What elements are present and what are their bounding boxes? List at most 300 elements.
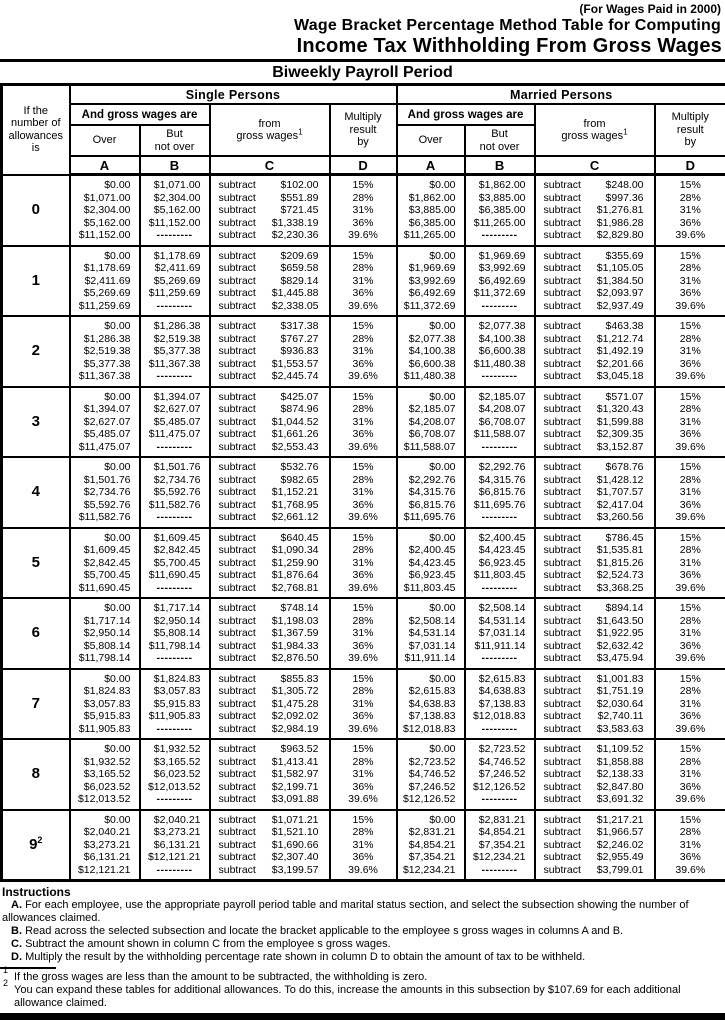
subtract-word: subtract: [219, 345, 256, 358]
not-over-value: $3,273.21: [141, 826, 209, 839]
document-title-line2: Income Tax Withholding From Gross Wages: [0, 35, 725, 59]
subtract-line: [211, 262, 329, 275]
subtract-line: [211, 652, 329, 665]
married-not-over-cell: [465, 598, 535, 669]
subtract-line: [211, 441, 329, 454]
allowances-header-line: If the: [3, 105, 69, 118]
not-over-value: $11,911.14: [466, 640, 534, 653]
single-not-over-cell: [140, 175, 210, 246]
single-not-over-cell: [140, 387, 210, 458]
over-value: $4,746.52: [398, 768, 464, 781]
subtract-word: subtract: [544, 320, 581, 333]
over-value: $3,165.52: [71, 768, 139, 781]
subtract-word: subtract: [544, 743, 581, 756]
not-over-value: $2,292.76: [466, 461, 534, 474]
subtract-word: subtract: [219, 814, 256, 827]
subtract-line: [536, 793, 654, 806]
subtract-word: subtract: [544, 685, 581, 698]
subtract-line: [211, 781, 329, 794]
rate-value: 31%: [331, 345, 396, 358]
over-value: $1,824.83: [71, 685, 139, 698]
subtract-word: subtract: [219, 416, 256, 429]
subtract-line: [536, 698, 654, 711]
not-over-value: $11,475.07: [141, 428, 209, 441]
rate-value: 39.6%: [656, 300, 725, 313]
subtract-amount: $2,230.36: [272, 229, 319, 242]
married-over-cell: [397, 246, 465, 317]
subtract-line: [211, 428, 329, 441]
rate-value: 31%: [656, 204, 725, 217]
subtract-word: subtract: [219, 370, 256, 383]
rate-value: 28%: [656, 544, 725, 557]
rate-value: 15%: [656, 250, 725, 263]
subtract-line: [536, 640, 654, 653]
subtract-line: [211, 333, 329, 346]
single-gross-wages-header: And gross wages are: [70, 104, 210, 125]
over-value: $6,815.76: [398, 499, 464, 512]
not-over-line: not over: [466, 141, 534, 154]
rate-value: 39.6%: [656, 793, 725, 806]
rate-value: 36%: [331, 640, 396, 653]
subtract-amount: $1,966.57: [597, 826, 644, 839]
subtract-word: subtract: [219, 743, 256, 756]
single-subtract-cell: [210, 387, 330, 458]
payroll-period-title: Biweekly Payroll Period: [0, 62, 725, 83]
over-value: $5,700.45: [71, 569, 139, 582]
allowances-header: [2, 85, 70, 175]
married-rate-cell: [655, 175, 725, 246]
not-over-value: $11,803.45: [466, 569, 534, 582]
not-over-value: $6,023.52: [141, 768, 209, 781]
subtract-amount: $659.58: [281, 262, 319, 275]
over-value: $12,013.52: [71, 793, 139, 806]
subtract-line: [536, 582, 654, 595]
multiply-label-line: result: [331, 124, 396, 137]
not-over-value: $4,854.21: [466, 826, 534, 839]
subtract-word: subtract: [219, 615, 256, 628]
subtract-line: [211, 300, 329, 313]
not-over-value: $1,862.00: [466, 179, 534, 192]
rate-value: 28%: [331, 615, 396, 628]
not-over-value: $6,131.21: [141, 839, 209, 852]
over-value: $2,723.52: [398, 756, 464, 769]
married-over-cell: [397, 528, 465, 599]
not-over-value: ---------: [141, 864, 209, 877]
subtract-amount: $3,583.63: [597, 723, 644, 736]
allowance-number: 8: [2, 739, 70, 810]
subtract-line: [536, 300, 654, 313]
subtract-amount: $721.45: [281, 204, 319, 217]
subtract-line: [536, 839, 654, 852]
over-value: $1,717.14: [71, 615, 139, 628]
married-col-letter-a: A: [397, 156, 465, 175]
not-over-value: $11,259.69: [141, 287, 209, 300]
subtract-amount: $786.45: [606, 532, 644, 545]
not-over-value: $5,700.45: [141, 557, 209, 570]
subtract-line: [211, 532, 329, 545]
subtract-amount: $1,305.72: [272, 685, 319, 698]
single-rate-cell: [330, 528, 397, 599]
not-over-value: $5,592.76: [141, 486, 209, 499]
over-value: $12,018.83: [398, 723, 464, 736]
subtract-amount: $997.36: [606, 192, 644, 205]
subtract-line: [211, 864, 329, 877]
not-over-value: $7,246.52: [466, 768, 534, 781]
over-value: $0.00: [71, 673, 139, 686]
rate-value: 31%: [656, 768, 725, 781]
subtract-word: subtract: [544, 756, 581, 769]
rate-value: 39.6%: [656, 229, 725, 242]
married-over-cell: [397, 457, 465, 528]
allowance-number: 2: [2, 316, 70, 387]
married-rate-cell: [655, 528, 725, 599]
subtract-line: [536, 192, 654, 205]
over-value: $2,400.45: [398, 544, 464, 557]
footnote-ref-1: 1: [298, 127, 302, 136]
over-value: $2,411.69: [71, 275, 139, 288]
single-over-cell: [70, 528, 140, 599]
multiply-label-line: Multiply: [656, 111, 725, 124]
subtract-word: subtract: [544, 698, 581, 711]
over-value: $5,162.00: [71, 217, 139, 230]
subtract-line: [536, 250, 654, 263]
rate-value: 28%: [656, 474, 725, 487]
subtract-line: [211, 743, 329, 756]
page-bottom-bar: [0, 1013, 725, 1020]
rate-value: 36%: [656, 499, 725, 512]
subtract-line: [536, 358, 654, 371]
subtract-line: [536, 685, 654, 698]
over-value: $5,269.69: [71, 287, 139, 300]
subtract-amount: $894.14: [606, 602, 644, 615]
subtract-line: [536, 391, 654, 404]
married-subtract-cell: [535, 739, 655, 810]
not-over-value: $1,501.76: [141, 461, 209, 474]
single-persons-header: Single Persons: [70, 85, 397, 105]
not-over-value: ---------: [466, 793, 534, 806]
subtract-line: [211, 461, 329, 474]
subtract-word: subtract: [219, 511, 256, 524]
rate-value: 15%: [331, 461, 396, 474]
subtract-word: subtract: [219, 358, 256, 371]
rate-value: 15%: [331, 391, 396, 404]
subtract-amount: $767.27: [281, 333, 319, 346]
not-over-value: $5,269.69: [141, 275, 209, 288]
single-not-over-cell: [140, 457, 210, 528]
subtract-amount: $2,030.64: [597, 698, 644, 711]
subtract-amount: $2,138.33: [597, 768, 644, 781]
subtract-word: subtract: [219, 557, 256, 570]
subtract-word: subtract: [219, 698, 256, 711]
over-value: $0.00: [398, 673, 464, 686]
subtract-amount: $1,445.88: [272, 287, 319, 300]
rate-value: 31%: [331, 275, 396, 288]
not-over-value: ---------: [141, 582, 209, 595]
subtract-word: subtract: [544, 557, 581, 570]
subtract-word: subtract: [544, 839, 581, 852]
married-rate-cell: [655, 739, 725, 810]
subtract-word: subtract: [544, 673, 581, 686]
subtract-line: [536, 781, 654, 794]
married-over-cell: [397, 598, 465, 669]
subtract-line: [536, 461, 654, 474]
married-subtract-cell: [535, 457, 655, 528]
single-rate-cell: [330, 739, 397, 810]
not-over-value: ---------: [466, 723, 534, 736]
over-value: $2,842.45: [71, 557, 139, 570]
married-not-over-cell: [465, 175, 535, 246]
rate-value: 28%: [331, 262, 396, 275]
over-value: $6,131.21: [71, 851, 139, 864]
rate-value: 31%: [656, 698, 725, 711]
subtract-word: subtract: [544, 652, 581, 665]
single-col-letter-d: D: [330, 156, 397, 175]
subtract-amount: $963.52: [281, 743, 319, 756]
rate-value: 31%: [331, 768, 396, 781]
subtract-word: subtract: [544, 370, 581, 383]
not-over-value: $2,400.45: [466, 532, 534, 545]
allowances-header-line: is: [3, 142, 69, 155]
not-over-line: But: [466, 128, 534, 141]
subtract-amount: $1,217.21: [597, 814, 644, 827]
subtract-amount: $2,309.35: [597, 428, 644, 441]
rate-value: 36%: [656, 569, 725, 582]
single-not-over-cell: [140, 528, 210, 599]
subtract-line: [211, 229, 329, 242]
subtract-word: subtract: [219, 768, 256, 781]
not-over-value: $3,885.00: [466, 192, 534, 205]
footnote-ref-1: 1: [623, 127, 627, 136]
single-col-letter-b: B: [140, 156, 210, 175]
over-value: $4,423.45: [398, 557, 464, 570]
subtract-line: [211, 192, 329, 205]
subtract-word: subtract: [544, 582, 581, 595]
over-value: $2,185.07: [398, 403, 464, 416]
rate-value: 39.6%: [656, 582, 725, 595]
subtract-word: subtract: [544, 486, 581, 499]
rate-value: 28%: [331, 826, 396, 839]
subtract-line: [536, 229, 654, 242]
rate-value: 15%: [656, 320, 725, 333]
rate-value: 15%: [656, 673, 725, 686]
subtract-amount: $1,152.21: [272, 486, 319, 499]
married-col-letter-c: C: [535, 156, 655, 175]
subtract-amount: $1,428.12: [597, 474, 644, 487]
subtract-line: [211, 793, 329, 806]
subtract-amount: $2,955.49: [597, 851, 644, 864]
rate-value: 28%: [331, 403, 396, 416]
rate-value: 31%: [331, 698, 396, 711]
subtract-line: [211, 756, 329, 769]
allowance-row: [2, 810, 725, 881]
over-value: $7,138.83: [398, 710, 464, 723]
subtract-word: subtract: [544, 358, 581, 371]
not-over-value: $7,031.14: [466, 627, 534, 640]
subtract-line: [211, 474, 329, 487]
subtract-amount: $1,690.66: [272, 839, 319, 852]
subtract-line: [536, 851, 654, 864]
single-subtract-cell: [210, 316, 330, 387]
over-value: $4,315.76: [398, 486, 464, 499]
single-not-over-cell: [140, 669, 210, 740]
subtract-amount: $571.07: [606, 391, 644, 404]
subtract-line: [211, 710, 329, 723]
not-over-value: $2,185.07: [466, 391, 534, 404]
rate-value: 15%: [656, 461, 725, 474]
subtract-word: subtract: [219, 229, 256, 242]
not-over-value: $2,831.21: [466, 814, 534, 827]
subtract-line: [536, 723, 654, 736]
subtract-word: subtract: [544, 428, 581, 441]
subtract-word: subtract: [219, 839, 256, 852]
subtract-word: subtract: [544, 710, 581, 723]
single-over-cell: [70, 316, 140, 387]
not-over-value: $12,126.52: [466, 781, 534, 794]
over-value: $3,992.69: [398, 275, 464, 288]
not-over-value: ---------: [466, 582, 534, 595]
over-value: $7,354.21: [398, 851, 464, 864]
over-value: $0.00: [71, 250, 139, 263]
not-over-value: $2,723.52: [466, 743, 534, 756]
subtract-amount: $1,876.64: [272, 569, 319, 582]
not-over-value: $11,582.76: [141, 499, 209, 512]
rate-value: 28%: [656, 192, 725, 205]
rate-value: 39.6%: [656, 511, 725, 524]
subtract-line: [211, 511, 329, 524]
rate-value: 31%: [656, 839, 725, 852]
rate-value: 39.6%: [331, 370, 396, 383]
rate-value: 28%: [331, 756, 396, 769]
rate-value: 39.6%: [331, 723, 396, 736]
not-over-value: $1,717.14: [141, 602, 209, 615]
rate-value: 15%: [331, 250, 396, 263]
subtract-amount: $355.69: [606, 250, 644, 263]
not-over-value: ---------: [466, 511, 534, 524]
rate-value: 15%: [331, 743, 396, 756]
subtract-line: [536, 217, 654, 230]
subtract-word: subtract: [219, 179, 256, 192]
subtract-word: subtract: [544, 345, 581, 358]
rate-value: 36%: [331, 358, 396, 371]
rate-value: 39.6%: [331, 441, 396, 454]
over-value: $6,600.38: [398, 358, 464, 371]
subtract-line: [211, 698, 329, 711]
footnote-2: 2 You can expand these tables for additional allowances. To do this, increase the amounts in this subsection by $107.69 for each additional allowance claimed.: [2, 984, 723, 1010]
over-value: $2,950.14: [71, 627, 139, 640]
married-from-gross-wages-header: [535, 104, 655, 156]
over-value: $4,854.21: [398, 839, 464, 852]
single-multiply-header: [330, 104, 397, 156]
rate-value: 31%: [656, 416, 725, 429]
over-value: $5,377.38: [71, 358, 139, 371]
single-not-over-cell: [140, 598, 210, 669]
subtract-line: [536, 370, 654, 383]
subtract-word: subtract: [544, 275, 581, 288]
allowance-number: 0: [2, 175, 70, 246]
rate-value: 39.6%: [331, 229, 396, 242]
married-rate-cell: [655, 598, 725, 669]
subtract-word: subtract: [544, 569, 581, 582]
allowances-header-line: allowances: [3, 130, 69, 143]
over-value: $11,905.83: [71, 723, 139, 736]
subtract-amount: $1,320.43: [597, 403, 644, 416]
married-col-letter-b: B: [465, 156, 535, 175]
over-value: $0.00: [71, 391, 139, 404]
single-over-cell: [70, 739, 140, 810]
single-not-over-cell: [140, 246, 210, 317]
from-label-line: gross wages$^1$: [536, 130, 654, 143]
subtract-amount: $463.38: [606, 320, 644, 333]
rate-value: 39.6%: [331, 864, 396, 877]
subtract-amount: $1,384.50: [597, 275, 644, 288]
not-over-value: $11,798.14: [141, 640, 209, 653]
subtract-line: [536, 275, 654, 288]
allowance-number: 1: [2, 246, 70, 317]
subtract-line: [211, 814, 329, 827]
subtract-word: subtract: [219, 851, 256, 864]
subtract-amount: $248.00: [606, 179, 644, 192]
over-value: $0.00: [398, 461, 464, 474]
subtract-amount: $936.83: [281, 345, 319, 358]
not-over-value: $3,057.83: [141, 685, 209, 698]
subtract-amount: $2,984.19: [272, 723, 319, 736]
not-over-value: $11,372.69: [466, 287, 534, 300]
over-value: $11,582.76: [71, 511, 139, 524]
subtract-word: subtract: [219, 428, 256, 441]
married-not-over-cell: [465, 246, 535, 317]
rate-value: 31%: [331, 839, 396, 852]
subtract-word: subtract: [219, 499, 256, 512]
subtract-line: [211, 851, 329, 864]
subtract-amount: $2,661.12: [272, 511, 319, 524]
allowance-row: [2, 387, 725, 458]
rate-value: 15%: [656, 814, 725, 827]
subtract-word: subtract: [544, 403, 581, 416]
allowance-row: [2, 528, 725, 599]
over-value: $4,638.83: [398, 698, 464, 711]
subtract-word: subtract: [544, 723, 581, 736]
subtract-word: subtract: [219, 685, 256, 698]
subtract-amount: $1,922.95: [597, 627, 644, 640]
subtract-word: subtract: [219, 710, 256, 723]
not-over-value: $1,071.00: [141, 179, 209, 192]
over-value: $11,690.45: [71, 582, 139, 595]
allowance-row: [2, 739, 725, 810]
rate-value: 28%: [656, 756, 725, 769]
not-over-value: $11,367.38: [141, 358, 209, 371]
not-over-value: $12,018.83: [466, 710, 534, 723]
subtract-word: subtract: [219, 287, 256, 300]
over-value: $6,492.69: [398, 287, 464, 300]
subtract-amount: $1,984.33: [272, 640, 319, 653]
subtract-line: [211, 370, 329, 383]
subtract-amount: $2,553.43: [272, 441, 319, 454]
not-over-value: $5,485.07: [141, 416, 209, 429]
not-over-value: $5,377.38: [141, 345, 209, 358]
not-over-value: $2,304.00: [141, 192, 209, 205]
subtract-amount: $2,092.02: [272, 710, 319, 723]
over-value: $6,385.00: [398, 217, 464, 230]
subtract-word: subtract: [544, 864, 581, 877]
over-value: $2,615.83: [398, 685, 464, 698]
married-subtract-cell: [535, 669, 655, 740]
rate-value: 36%: [656, 287, 725, 300]
over-value: $1,286.38: [71, 333, 139, 346]
subtract-line: [211, 582, 329, 595]
subtract-word: subtract: [544, 461, 581, 474]
over-value: $2,077.38: [398, 333, 464, 346]
rate-value: 15%: [656, 602, 725, 615]
